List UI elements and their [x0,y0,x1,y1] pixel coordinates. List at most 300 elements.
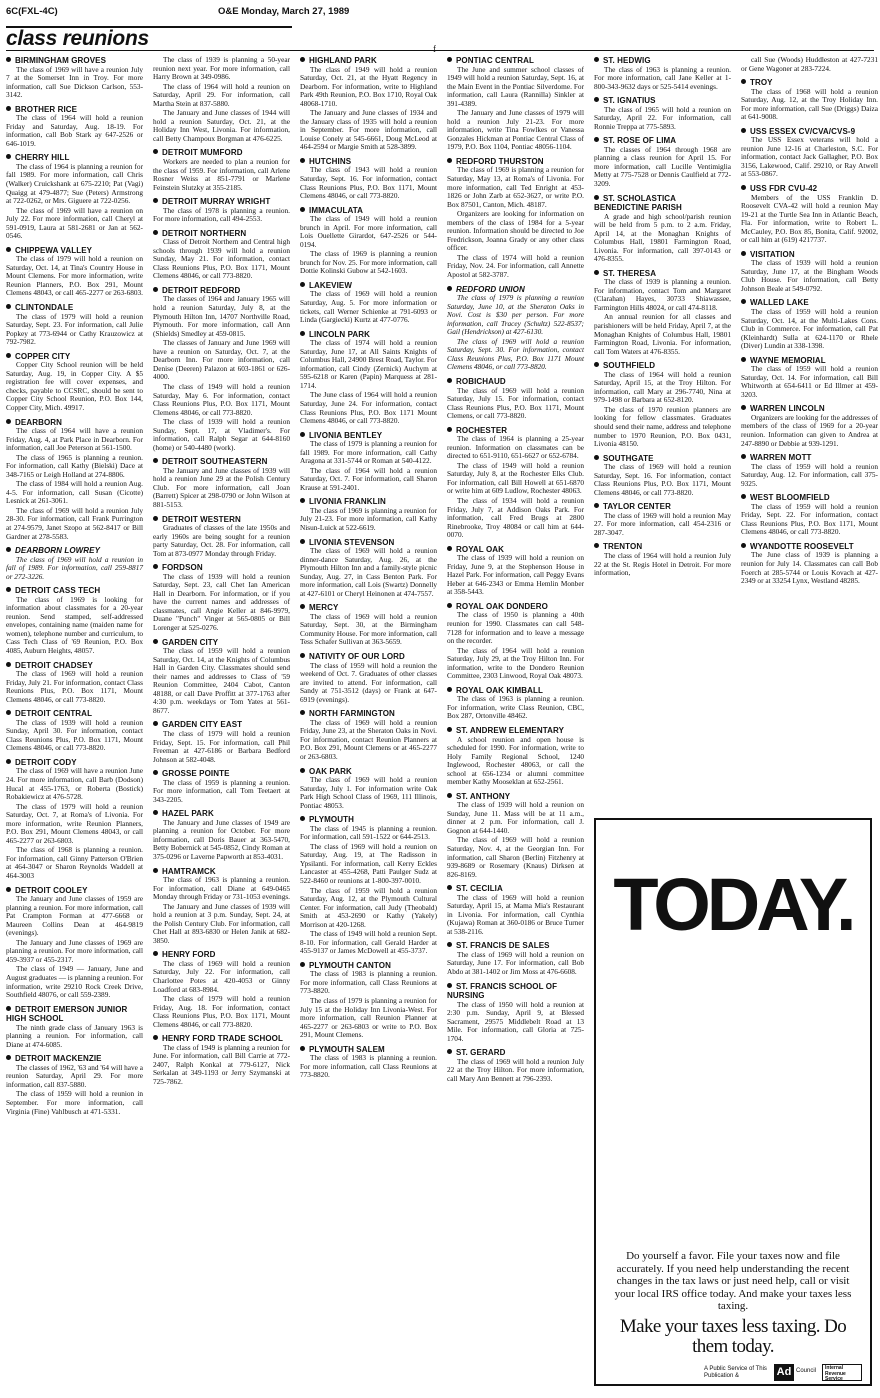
bullet-icon [300,57,305,62]
reunion-details: The classes of 1962, '63 and '64 will have a reunion Saturday, April 29. For more information, call 837-5880. [6,1062,143,1089]
reunion-entry [153,720,290,764]
reunion-details: The class of 1939 will hold a reunion on Sunday, June 11. Mass will be at 11 a.m., dinner at 2 p.m. For information, call J. Gognon at 644-1440. [447,800,584,835]
reunion-details: Class of Detroit Northern and Central high schools through 1939 will hold a reunion Sunday, May 21. For information, contact Class Reunions Plus, P.O. Box 1171, Mount Clemens 48046, or call 773-8820. [153,237,290,281]
bullet-icon [447,378,452,383]
reunion-details: The classes of January and June 1969 will have a reunion on Saturday, Oct. 7, at the Dearborn Inn. For more information, call Denise (Deeren) Palazon at 603-1861 or 626-4000. [153,338,290,382]
reunion-entry [300,157,437,201]
reunion-entry [594,454,731,498]
reunion-entry [447,982,584,1044]
reunion-entry [741,184,878,245]
bullet-icon [447,57,452,62]
bullet-icon [594,543,599,548]
school-name-text: LIVONIA FRANKLIN [309,497,386,507]
reunion-details: The class of 1964 will hold a reunion Saturday, April 15, at the Troy Hilton. For information, call Mary at 296-7740, Nina at 979-1498 or Barbara at 652-8120. [594,369,731,405]
school-name-text: SOUTHGATE [603,453,654,463]
reunion-entry [447,686,584,721]
reunion-details: The class of 1969 will have a reunion July 7 at the Somerset Inn in Troy. For more information, call Sue Dickson Carlson, 553-3142. [6,64,143,100]
reunion-details: The class of 1979 will hold a reunion Friday, Sept. 15. For information, call Phil Freeman at 427-6186 or Barbara Bedford Johnson at 582-4048. [153,728,290,764]
school-name-text: DETROIT CHADSEY [15,660,93,670]
school-name-text: COPPER CITY [15,351,71,361]
bullet-icon [6,662,11,667]
reunion-details: The class of 1969 will have a reunion June 24. For more information, call Barb (Dodson) Hucal at 455-1763, or Roberta (Bostick) Robakiewicz at 476-5728. [6,766,143,802]
bullet-icon [300,816,305,821]
reunion-details: The class of 1945 is planning a reunion. For information, call 591-1522 or 644-2513. [300,823,437,842]
school-name-text: ST. GERARD [456,1048,506,1058]
school-name-text: DETROIT MACKENZIE [15,1054,102,1064]
bullet-icon [741,543,746,548]
reunion-entry [6,303,143,347]
reunion-details: The class of 1964 will hold a reunion Saturday, Oct. 7. For information, call Sharon Krause at 591-2401. [300,465,437,492]
reunion-entry [300,538,437,599]
column-6 [741,56,878,591]
reunion-details: The January and June classes of 1959 are planning a reunion. For more information, call Pat Crampton Forman at 477-6668 or Maureen Collins Dean at 464-9819 (evenings). [6,894,143,938]
reunion-details: The class of 1979 will hold a reunion Saturday, Sept. 23. For information, call Julie Popkey at 773-6944 or Cathy Krauzowicz at 792-7982. [6,311,143,347]
reunion-details: The class of 1949 will hold a reunion brunch in April. For more information, call Lois Ouellette Girardot, 647-2526 or 544-0194. [300,214,437,249]
bullet-icon [6,759,11,764]
reunion-entry [741,56,878,73]
section-banner [6,26,292,50]
reunion-details: An annual reunion for all classes and parishioners will be held Friday, April 7, at the Monaghan Knights of Columbus Hall, 19801 Farmington Road, Livonia. For information, call Tom Waters at 476-8355. [594,312,731,356]
reunion-details: The January and June classes of 1969 are planning a reunion. For more information, call 459-3937 or 455-2317. [6,937,143,964]
school-name-text: HENRY FORD [162,950,216,960]
school-name-text: OAK PARK [309,766,352,776]
school-name-text: IMMACULATA [309,205,364,215]
reunion-details: The class of 1969 will hold a reunion Saturday, Sept. 30, at the Birmingham Community House. For more information, call Tess Schafer Sullivan at 363-5659. [300,611,437,647]
bullet-icon [153,810,158,815]
reunion-details: The class of 1949 — January, June and August graduates — is planning a reunion. For information, write 29210 Rock Creek Drive, Southfield 48076, or call 559-2389. [6,964,143,1000]
reunion-details: The January and June classes of 1949 are planning a reunion for October. For more information, call Doris Bauer at 363-5470, Betty Bobernick at 545-0852, Cindy Roman at 375-0296 or Laverne Papworth at 853-4031. [153,817,290,861]
reunion-details: The class of 1959 will hold a reunion Saturday, Aug. 12, at the Plymouth Cultural Center. For information, call Judy (Theobald) Smith at 453-2690 or Kathy (Yakely) Morrison at 420-1268. [300,885,437,929]
reunion-entry [300,652,437,704]
reunion-details: The class of 1969 will hold a reunion on Saturday, Aug. 19, at The Radisson in Ypsilanti. For information, call Kerry Eckles Lancaster at 455-4268, Patti Paulger Sudz at 522-8460 or reunions at 1-800-397-0010. [300,841,437,885]
reunion-entry [447,56,584,152]
school-name [6,1005,143,1024]
reunion-entry [6,758,143,881]
reunion-entry [300,767,437,811]
reunion-details: The class of 1983 is planning a reunion. For more information, call Class Reunions at 773-8820. [300,969,437,996]
school-name-text: ST. SCHOLASTICA BENEDICTINE PARISH [594,193,682,213]
reunion-details: The ninth grade class of January 1963 is planning a reunion. For information, call Diane at 474-6085. [6,1022,143,1049]
school-name-text: LINCOLN PARK [309,329,371,339]
reunion-entry [153,229,290,281]
reunion-details: Workers are needed to plan a reunion for the class of 1959. For information, call Arlene Rosner Weiss at 851-7791 or Marlene Feinstein Slutzky at 355-2185. [153,156,290,192]
reunion-entry [6,246,143,298]
school-name-text: REDFORD UNION [456,284,525,294]
ad-council-label: Council [796,1368,817,1374]
reunion-details: Organizers are looking for information on members of the class of 1984 for a 5-year reunion. Information should be directed to Joe Fredrickson, Joanna Grady or any other class officer. [447,209,584,253]
reunion-entry [153,197,290,224]
page-number: 6C(FXL-4C) [6,6,58,17]
bullet-icon [153,516,158,521]
school-name-text: TRENTON [603,542,643,552]
reunion-details: The class of 1969 will hold a reunion Saturday, Nov. 4, at the Georgian Inn. For information, call Sharon (Berlin) Fitzhenry at 939-8689 or Rosemary (Knaus) Dirksen at 826-8169. [447,835,584,879]
bullet-icon [447,158,452,163]
school-name-text: TROY [750,78,773,88]
reunion-details: The class of 1964 is planning a 25-year reunion. Information on classmates can be directed to 651-9110, 651-6627 or 652-6784. [447,434,584,461]
reunion-details: The January and June classes of 1939 will hold a reunion at 3 p.m. Sunday, Sept. 24, at the Polish Century Club. For information, call Chet Hall at 893-6830 or Helen Janik at 682-3850. [153,901,290,945]
reunion-entry [741,356,878,400]
school-name-text: DETROIT MURRAY WRIGHT [162,197,271,207]
reunion-details: The class of 1969 will hold a reunion Friday, July 21. For information, contact Class Reunions Plus, P.O. Box 1171, Mount Clemens 48046, or call 773-8820. [6,669,143,704]
reunion-entry [594,136,731,188]
bullet-icon [300,710,305,715]
reunion-details: The class of 1979 is planning a reunion Saturday, June 10, at the Sheraton Oaks in Novi. Cost is $30 per person. For more information, call Tracey (Schultz) 522-8537; Gail (Hendrickson) at 427-6130. [447,293,584,337]
reunion-details: The January and June classes of 1979 will hold a reunion July 21-23. For more information, write Tina Fowlkes or Vanessa Gonzales Hickman at Pontiac Central Class of 1979, P.O. Box 1104, Pontiac 48056-1104. [447,108,584,152]
reunion-details: The class of 1959 will hold a reunion Saturday, Aug. 12. For information, call 375-9325. [741,461,878,488]
school-name-text: WALLED LAKE [750,298,809,308]
reunion-entry [300,815,437,956]
bullet-icon [6,304,11,309]
bullet-icon [153,770,158,775]
reunion-details: The class of 1970 reunion planners are looking for fellow classmates. Graduates should send their name, address and telephone number to 1970 Reunion, P.O. Box 0431, Livonia 48150. [594,404,731,449]
reunion-entry [447,377,584,421]
school-name-text: ST. ANDREW ELEMENTARY [456,726,565,735]
school-name-text: LIVONIA BENTLEY [309,430,383,440]
bullet-icon [447,983,452,988]
reunion-details: The class of 1949 will hold a reunion Sept. 8-10. For information, call Gerald Harder at 455-9137 or James McDowell at 455-3737. [300,929,437,956]
school-name-text: DETROIT COOLEY [15,885,88,895]
reunion-entry [153,950,290,1029]
bullet-icon [6,57,11,62]
bullet-icon [153,230,158,235]
reunion-entry [741,78,878,122]
reunion-details: The class of 1939 is planning a reunion. For information, contact Tom and Margaret (Clarahan) Hayes, 30733 Shiawassee, Farmington Hills 48024, or call 474-8118. [594,277,731,312]
reunion-details: The class of 1965 will hold a reunion on Saturday, April 22. For information, call Ronnie Treppa at 775-5893. [594,104,731,131]
reunion-details: The class of 1969 will hold a reunion in fall of 1989. For information, call 259-8817 or 272-3226. [6,554,143,581]
column-1 [6,56,143,1121]
reunion-details: The class of 1939 will hold a reunion Sunday, Sept. 17, at Vladimer's. For information, call Ralph Segar at 644-8160 (home) or 540-4480 (work). [153,417,290,452]
reunion-entry [300,961,437,1040]
irs-advertisement [594,818,872,1386]
reunion-details: The class of 1959 is planning a reunion. For more information, call Tom Teetaert at 343-2205. [153,777,290,804]
reunion-details: The class of 1974 will hold a reunion Saturday, June 17, at All Saints Knights of Columbus Hall, 24900 Brest Road, Taylor. For information, call Cindy (Zernick) Auchym at 595-6218 or Karen (Papin) Marquess at 281-1714. [300,338,437,390]
bullet-icon [6,353,11,358]
reunion-entry [300,281,437,325]
bullet-icon [741,357,746,362]
reunion-entry [300,56,437,152]
reunion-details: The class of 1950 is planning a 40th reunion for 1990. Classmates can call 548-7128 for information and to leave a message on the recorder. [447,610,584,646]
bullet-icon [741,454,746,459]
reunion-entry [594,502,731,537]
reunion-entry [447,884,584,936]
reunion-details: The classes of 1964 through 1968 are planning a class reunion for April 15. For more information, call Lucille Ventimiglia Metty at 775-7528 or Dennis Caulfield at 772-3209. [594,144,731,188]
reunion-entry [447,426,584,540]
ad-headline: TODAY. [613,863,853,946]
reunion-entry [594,194,731,264]
reunion-details: The class of 1963 is planning a reunion. For information, call Diane at 649-0465 Monday through Friday or 731-1053 evenings. [153,875,291,902]
reunion-details: call Sue (Woods) Huddleston at 427-7231 or Gene Wagoner at 283-7224. [741,55,878,73]
bullet-icon [300,331,305,336]
reunion-details: The class of 1969 will hold a reunion Saturday, July 22. For information, call Charlottee Potes at 420-4053 or Ginny Loadford at 683-8984. [153,958,290,994]
reunion-entry [447,1048,584,1083]
school-name-text: WEST BLOOMFIELD [750,493,830,503]
school-name-text: CHIPPEWA VALLEY [15,245,93,255]
reunion-entry [741,404,878,448]
column-4 [447,56,584,1088]
reunion-entry [300,497,437,532]
column-5 [594,56,731,583]
reunion-details: The class of 1949 will hold a reunion Saturday, May 6. For information, contact Class Reunions Plus, P.O. Box 1171, Mount Clemens 48046, or call 773-8820. [153,381,290,417]
reunion-entry [741,453,878,488]
reunion-entry [741,542,878,586]
reunion-details: The class of 1959 will hold a reunion Saturday, Oct. 14, at the Knights of Columbus Hall in Garden City. Classmates should send their names and addresses to Class of '59 Reunion Committee, 2404 Cabot, Canton 48188, or call Dave Proffitt at 377-1763 after 4:30 p.m. weekdays or Tom Yates at 561-8677. [153,646,290,715]
bullet-icon [153,1035,158,1040]
school-name-text: DETROIT CODY [15,757,77,767]
masthead [6,6,874,18]
reunion-details: The class of 1978 is planning a reunion. For more information, call 494-2553. [153,205,290,224]
reunion-entry [153,515,290,559]
bullet-icon [6,547,11,552]
bullet-icon [300,498,305,503]
school-name-text: ST. IGNATIUS [603,96,656,106]
reunion-details: The class of 1963 is planning a reunion. For more information, call Jane Keller at 1-800-343-9632 days or 525-5414 evenings. [594,64,731,91]
stray-mark: f [433,44,436,54]
bullet-icon [741,251,746,256]
reunion-details: The class of 1969 will hold a reunion Saturday, July 1. For information write Oak Park High School Class of 1969, 111 Illinois, Pontiac 48053. [300,775,437,810]
reunion-entry [300,431,437,493]
school-name-text: LIVONIA STEVENSON [309,537,395,547]
bullet-icon [741,79,746,84]
bullet-icon [300,207,305,212]
reunion-details: The class of 1939 will hold a reunion Sunday, April 30. For information, contact Class Reunions Plus, P.O. Box 1171, Mount Clemens 48046, or call 773-8820. [6,717,143,753]
school-name-text: FORDSON [162,563,203,573]
reunion-details: The classes of 1964 and January 1965 will hold a reunion Saturday, July 8, at the Plymouth Hilton Inn, 14707 Northville Road, Plymouth. For more information, call Ann (Shields) Smedley at 459-0815. [153,294,290,338]
bullet-icon [300,432,305,437]
reunion-details: The class of 1959 will hold a reunion Saturday, Oct. 14. For information, call Bill Whitworth at 654-6411 or Ed Illmer at 459-3203. [741,364,878,399]
reunion-details: A school reunion and open house is scheduled for 1990. For information, write to Holy Family Regional School, 1240 Inglewood, Rochester 48063, or call the school at 656-1234 or alumni committee member Kathy Mooseklan at 652-2561. [447,734,584,787]
school-name-text: ST. FRANCIS SCHOOL OF NURSING [447,981,558,1001]
reunion-details: The class of 1969 will hold a reunion Saturday, Sept. 16. For information, contact Class Reunions Plus, P.O. Box 1171, Mount Clemens 48046, or call 773-8820. [594,462,731,497]
bullet-icon [447,885,452,890]
reunion-entry [153,286,290,452]
reunion-entry [153,867,290,946]
reunion-details: The class of 1969 will hold a reunion May 27. For more information, call 454-2316 or 287-3047. [594,510,731,537]
school-name-text: WARREN LINCOLN [750,404,825,414]
bullet-icon [300,539,305,544]
bullet-icon [153,721,158,726]
reunion-details: The class of 1969 is looking for information about classmates for a 20-year reunion. Send stamped, self-addressed envelopes, containing name (maiden name for women), telephone number and curriculum, to Cass Tech Class of '69 Reunion, P.O. Box 4085, Auburn Heights, 48057. [6,594,143,656]
school-name-text: GARDEN CITY [162,637,219,647]
school-name-text: WYANDOTTE ROOSEVELT [750,541,854,551]
reunion-details: The class of 1939 will hold a reunion Saturday, Sept. 23, call Chet Ian American Hall in Dearborn. For information, or if you have the current names and addresses of classmates, call Angie Keller at 846-9979, Duane "Punch" Vinger at 565-0805 or Bill Lorenger at 525-0276. [153,571,290,633]
school-name-text: HAZEL PARK [162,809,214,819]
reunion-details: The June and summer school classes of 1949 will hold a reunion Saturday, Sept. 16, at the Main Event in the Pontiac Silverdome. For information, call Laura (Rannilla) Sinkler at 391-4389. [447,64,584,108]
reunion-details: The class of 1969 will hold a reunion July 22 at the Troy Hilton. For more information, call Mary Ann Bennett at 796-2393. [447,1056,584,1083]
bullet-icon [447,1049,452,1054]
bullet-icon [594,503,599,508]
reunion-entry [447,726,584,787]
school-name-text: TAYLOR CENTER [603,502,671,512]
school-name-text: HIGHLAND PARK [309,56,377,65]
school-name-text: DETROIT NORTHERN [162,228,247,238]
school-name-text: ST. HEDWIG [603,56,651,65]
school-name [447,982,584,1001]
reunion-details: The class of 1969 will hold a reunion Saturday, July 15. For information, contact Class Reunions Plus, P.O. Box 1171, Mount Clemens, or call 773-8820. [447,385,584,421]
school-name-text: CHERRY HILL [15,153,70,163]
bullet-icon [153,951,158,956]
bullet-icon [447,603,452,608]
bullet-icon [594,195,599,200]
reunion-entry [300,206,437,276]
bullet-icon [6,587,11,592]
school-name-text: PLYMOUTH [309,815,354,825]
reunion-details: The class of 1979 will hold a reunion on Saturday, Oct. 14, at Tina's Country House in Mount Clemens. For more information, write Reunion Planners, P.O. Box 291, Mount Clemens 48043, or call 465-2277 or 263-6803. [6,254,143,298]
school-name-text: ROYAL OAK KIMBALL [456,685,544,695]
reunion-entry [6,1005,143,1050]
bullet-icon [6,1055,11,1060]
reunion-details: The class of 1949 will hold a reunion Saturday, July 8, at the Rochester Elks Club. For information, call Bill Howell at 651-6870 or write him at 609 Ludlow, Rochester 48063. [447,460,584,496]
reunion-entry [594,56,731,91]
reunion-details: The class of 1969 is planning a reunion for Saturday, May 13, at Roma's of Livonia. For more information, call Ted Enright at 453-1826 or John Zarb at 652-3627, or write P.O. Box 87501, Canton, Mich. 48187. [447,165,584,209]
reunion-entry [6,886,143,1000]
reunion-details: The class of 1969 will hold a reunion July 28-30. For information, call Frank Purrington at 274-9579, Janet Szopo at 562-8417 or Bill Gardner at 278-5583. [6,505,143,541]
reunion-details: The class of 1959 will hold a reunion in September. For more information, call Virginia (Fine) Vahlbusch at 471-5331. [6,1089,143,1116]
school-name-text: BIRMINGHAM GROVES [15,56,107,65]
reunion-entry [741,493,878,537]
ad-service-note: A Public Service of This Publication & [704,1366,767,1379]
reunion-details: The class of 1964 will hold a reunion Saturday, July 29, at the Troy Hilton Inn. For information, write to the Dondero Reunion Committee, 2303 Linwood, Royal Oak 48073. [447,645,584,681]
reunion-details: The class of 1974 will hold a reunion Friday, Nov. 24. For information, call Annette Apostol at 582-3787. [447,252,584,280]
reunion-details: The class of 1969 will hold a reunion dinner-dance Saturday, Aug. 26, at the Plymouth Hilton Inn and a family-style picnic Sunday, Aug. 27, in Cass Benton Park. For more information, call Lois (Swartz) Donnelly at 427-6101 or Cheryl Heinonen at 474-7557. [300,546,437,598]
bullet-icon [447,793,452,798]
school-name-text: ST. THERESA [603,268,657,278]
bullet-icon [300,282,305,287]
school-name-text: USS ESSEX CV/CVA/CVS-9 [750,126,856,136]
reunion-details: The class of 1969 will hold a reunion Saturday, Sept. 30. For information, contact Class Reunions Plus, P.O. Box 1171 Mount Clemens 48046, or call 773-8820. [447,336,584,372]
reunion-details: The class of 1979 will hold a reunion Saturday, Oct. 7, at Roma's of Livonia. For more information, write Reunion Planners, P.O. Box 291, Mount Clemens 48043, or call 465-2277 or 263-6803. [6,801,143,845]
bullet-icon [594,57,599,62]
reunion-details: The January and June classes of 1939 will hold a reunion June 29 at the Polish Century Club. For more information, call Joan (Barrett) Spicer at 298-0790 or John Wilson at 881-5153. [153,465,290,510]
school-name-text: HAMTRAMCK [162,866,216,876]
bullet-icon [153,458,158,463]
reunion-entry [153,1034,290,1086]
school-name-text: ROYAL OAK DONDERO [456,601,548,611]
reunion-details: The class of 1943 will hold a reunion Saturday, Sept. 16. For information, contact Class Reunions Plus, P.O. Box 1171, Mount Clemens 48046, or call 773-8820. [300,165,437,201]
bullet-icon [594,97,599,102]
reunion-entry [741,127,878,179]
reunion-entry [741,250,878,294]
reunion-details: A grade and high school/parish reunion will be held from 5 p.m. to 2 a.m. Friday, April 14, at the Monaghan Knights of Columbus Hall, 19801 Farmington Road, Livonia. For information, call 397-0143 or 476-8355. [594,211,731,264]
reunion-details: The class of 1964 will hold a reunion Friday and Saturday, Aug. 18-19. For information, call Bob Stark ay 647-2526 or 646-1019. [6,113,143,148]
reunion-details: The class of 1939 is planning a 50-year reunion next year. For more information, call Harry Brown at 349-0986. [153,55,290,82]
school-name-text: MERCY [309,603,339,613]
school-name-text: DEARBORN [15,417,63,427]
reunion-details: The class of 1969 will have a reunion on July 22. For more information, call Cheryl at 591-0919, Laura at 581-2681 or Jan at 562-0546. [6,205,143,241]
publication-date: O&E Monday, March 27, 1989 [218,6,350,17]
reunion-details: The class of 1979 is planning a reunion for July 15 at the Holiday Inn Livonia-West. For more information, call Reunion Planner at 465-2277 or 263-6803 or write to P.O. Box 291, Mount Clemens. [300,996,437,1040]
reunion-details: The class of 1969 will hold a reunion Saturday, Aug. 5. For more information or tickets, call Werner Schienke at 791-6093 or Linda (Gargiecki) Kurtz at 477-0776. [300,289,437,325]
school-name [594,194,731,213]
reunion-details: The January and June classes of 1944 will hold a reunion Saturday, Oct. 21, at the Holiday Inn West, Livonia. For information, call Betty Champoux Borgman at 476-6225. [153,108,290,143]
reunion-entry [6,586,143,655]
column-3 [300,56,437,1085]
reunion-details: The class of 1969 will hold a reunion Friday, June 23, at the Sheraton Oaks in Novi. For information, contact Reunion Planners at P.O. Box 291, Mount Clemens or at 465-2277 or 263-6803. [300,717,437,761]
reunion-entry [300,603,437,647]
bullet-icon [6,154,11,159]
school-name-text: LAKEVIEW [309,280,353,290]
ad-footer [704,1364,864,1382]
reunion-entry [300,1045,437,1080]
bullet-icon [741,185,746,190]
bullet-icon [300,768,305,773]
reunion-details: The January and June classes of 1934 and the January class of 1935 will hold a reunion in September. For more information, call Louise Conely at 545-6661, Doug McLeod at 464-2594 or Margie Smith at 528-3899. [300,108,437,152]
reunion-entry [6,352,143,413]
school-name-text: ROYAL OAK [456,544,505,554]
bullet-icon [594,270,599,275]
bullet-icon [447,427,452,432]
school-name-text: GROSSE POINTE [162,769,230,779]
ad-slogan: Make your taxes less taxing. Do them today. [619,1316,847,1357]
school-name-text: DETROIT MUMFORD [162,148,243,158]
ad-body: Do yourself a favor. File your taxes now and file accurately. If you need help understanding the recent changes in the tax laws or just need help, call or visit your local IRS office today. And make your taxes less taxing. [614,1250,852,1312]
reunion-entry [6,418,143,542]
school-name-text: SOUTHFIELD [603,361,656,371]
reunion-details: The class of 1939 will hold a reunion Saturday, June 17, at the Bingham Woods Club House. For information, call Betty Johnson Beale at 549-0792. [741,258,878,293]
reunion-details: The class of 1959 will hold a reunion Saturday, Oct. 14, at the Multi-Lakes Cons. Club in Commerce. For information, call Pat (Kleinhardt) Sulla at 624-1170 or Rhele (Diver) Lundin at 338-1398. [741,306,878,351]
school-name-text: USS FDR CVU-42 [750,184,818,194]
reunion-entry [447,602,584,681]
school-name-text: CLINTONDALE [15,303,74,313]
reunion-entry [6,56,143,100]
reunion-entry [741,298,878,350]
column-2 [153,56,290,1092]
reunion-details: The class of 1968 will hold a reunion Saturday, Aug. 12, at the Troy Holiday Inn. For more information, call Sue (Driggs) Daiza at 641-9008. [741,86,878,122]
bullet-icon [447,727,452,732]
reunion-details: The class of 1939 will hold a reunion on Friday, June 9, at the Stephenson House in Hazel Park. For information, call Peggy Evans Heber at 646-2343 or Emma Hemlin Monber at 358-5443. [447,553,584,597]
bullet-icon [153,868,158,873]
reunion-details: The June class of 1964 will hold a reunion Saturday, June 24. For information, contact Class Reunions Plus, P.O. Box 1171 Mount Clemens 48046, or call 773-8820. [300,390,437,426]
reunion-entry [6,661,143,705]
school-name-text: NATIVITY OF OUR LORD [309,652,405,662]
bullet-icon [447,942,452,947]
bullet-icon [300,1046,305,1051]
reunion-details: The USS Essex veterans will hold a reunion June 12-16 at Charleston, S.C. For information, contact Jack Gallagher, P.O. Box 3156, Lakewood, Calif. 29210, or Ray Atwell at 553-0867. [741,135,878,179]
bullet-icon [741,128,746,133]
reunion-entry [153,563,290,632]
school-name-text: DETROIT EMERSON JUNIOR HIGH SCHOOL [6,1004,128,1024]
divider [6,50,874,51]
school-name-text: ST. FRANCIS DE SALES [456,941,550,951]
bullet-icon [594,137,599,142]
ad-council-logo: Ad [774,1364,794,1381]
reunion-entry [447,792,584,879]
reunion-details: The class of 1964 will hold a reunion July 22 at the St. Regis Hotel in Detroit. For more information, [594,550,731,578]
reunion-details: The class of 1969 will hold a reunion Saturday, April 15, at Mama Mia's Restaurant in Livonia. For information, call Cynthia (Kujawa) Roman at 360-0186 or Bruce Turner at 538-2116. [447,892,584,936]
irs-logo: Internal Revenue Service [822,1364,862,1381]
bullet-icon [447,546,452,551]
reunion-entry [153,638,290,716]
reunion-details: The class of 1964 is planning a reunion for fall 1989. For more information, call Chris (Walker) Cruickshank at 675-2210; Pat (Vagi) Quaigg at 479-4877; Sue (Peters) Armstrong at 722-0262, or Mrs. Giguere at 722-0256. [6,161,143,206]
reunion-details: The class of 1983 is planning a reunion. For more information, call Class Reunions at 773-8820. [300,1053,437,1080]
reunion-entry [594,542,731,577]
reunion-details: The class of 1969 will hold a reunion on Saturday, June 17. For information, call Bob Abdo at 381-1402 or Jim Moss at 476-6608. [447,949,584,977]
reunion-details: The class of 1968 is planning a reunion. For information, call Ginny Patterson O'Brien at 464-3047 or Sharon Reynolds Waddell at 464-3003 [6,845,143,881]
bullet-icon [6,247,11,252]
school-name-text: PONTIAC CENTRAL [456,56,534,65]
bullet-icon [153,198,158,203]
reunion-details: Organizers are looking for the addresses of members of the class of 1969 for a 20-year reunion. Information can given to Andrea at 247-8890 or Debbie at 939-1291. [741,412,878,448]
bullet-icon [594,455,599,460]
reunion-details: Copper City School reunion will be held Saturday, Aug. 19, in Copper City. A $5 registration fee will cover expenses, and checks, payable to CCSRC, should be sent to Copper City School Reunion, P.O. Box 144, Copper City, Mich. 49917. [6,360,143,412]
school-name-text: HUTCHINS [309,156,352,166]
school-name-text: ROBICHAUD [456,377,506,386]
reunion-entry [594,269,731,356]
school-name-text: PLYMOUTH SALEM [309,1044,385,1054]
reunion-entry [594,96,731,131]
reunion-details: The class of 1979 is planning a reunion for fall 1989. For more information, call Cathy Aragona at 331-5744 or Roman at 540-4122. [300,439,437,466]
bullet-icon [447,687,452,692]
reunion-details: The class of 1979 will hold a reunion Friday, Aug. 18. For information, contact Class Reunions Plus, P.O. Box 1171, Mount Clemens 48046, or call 773-8820. [153,994,290,1029]
